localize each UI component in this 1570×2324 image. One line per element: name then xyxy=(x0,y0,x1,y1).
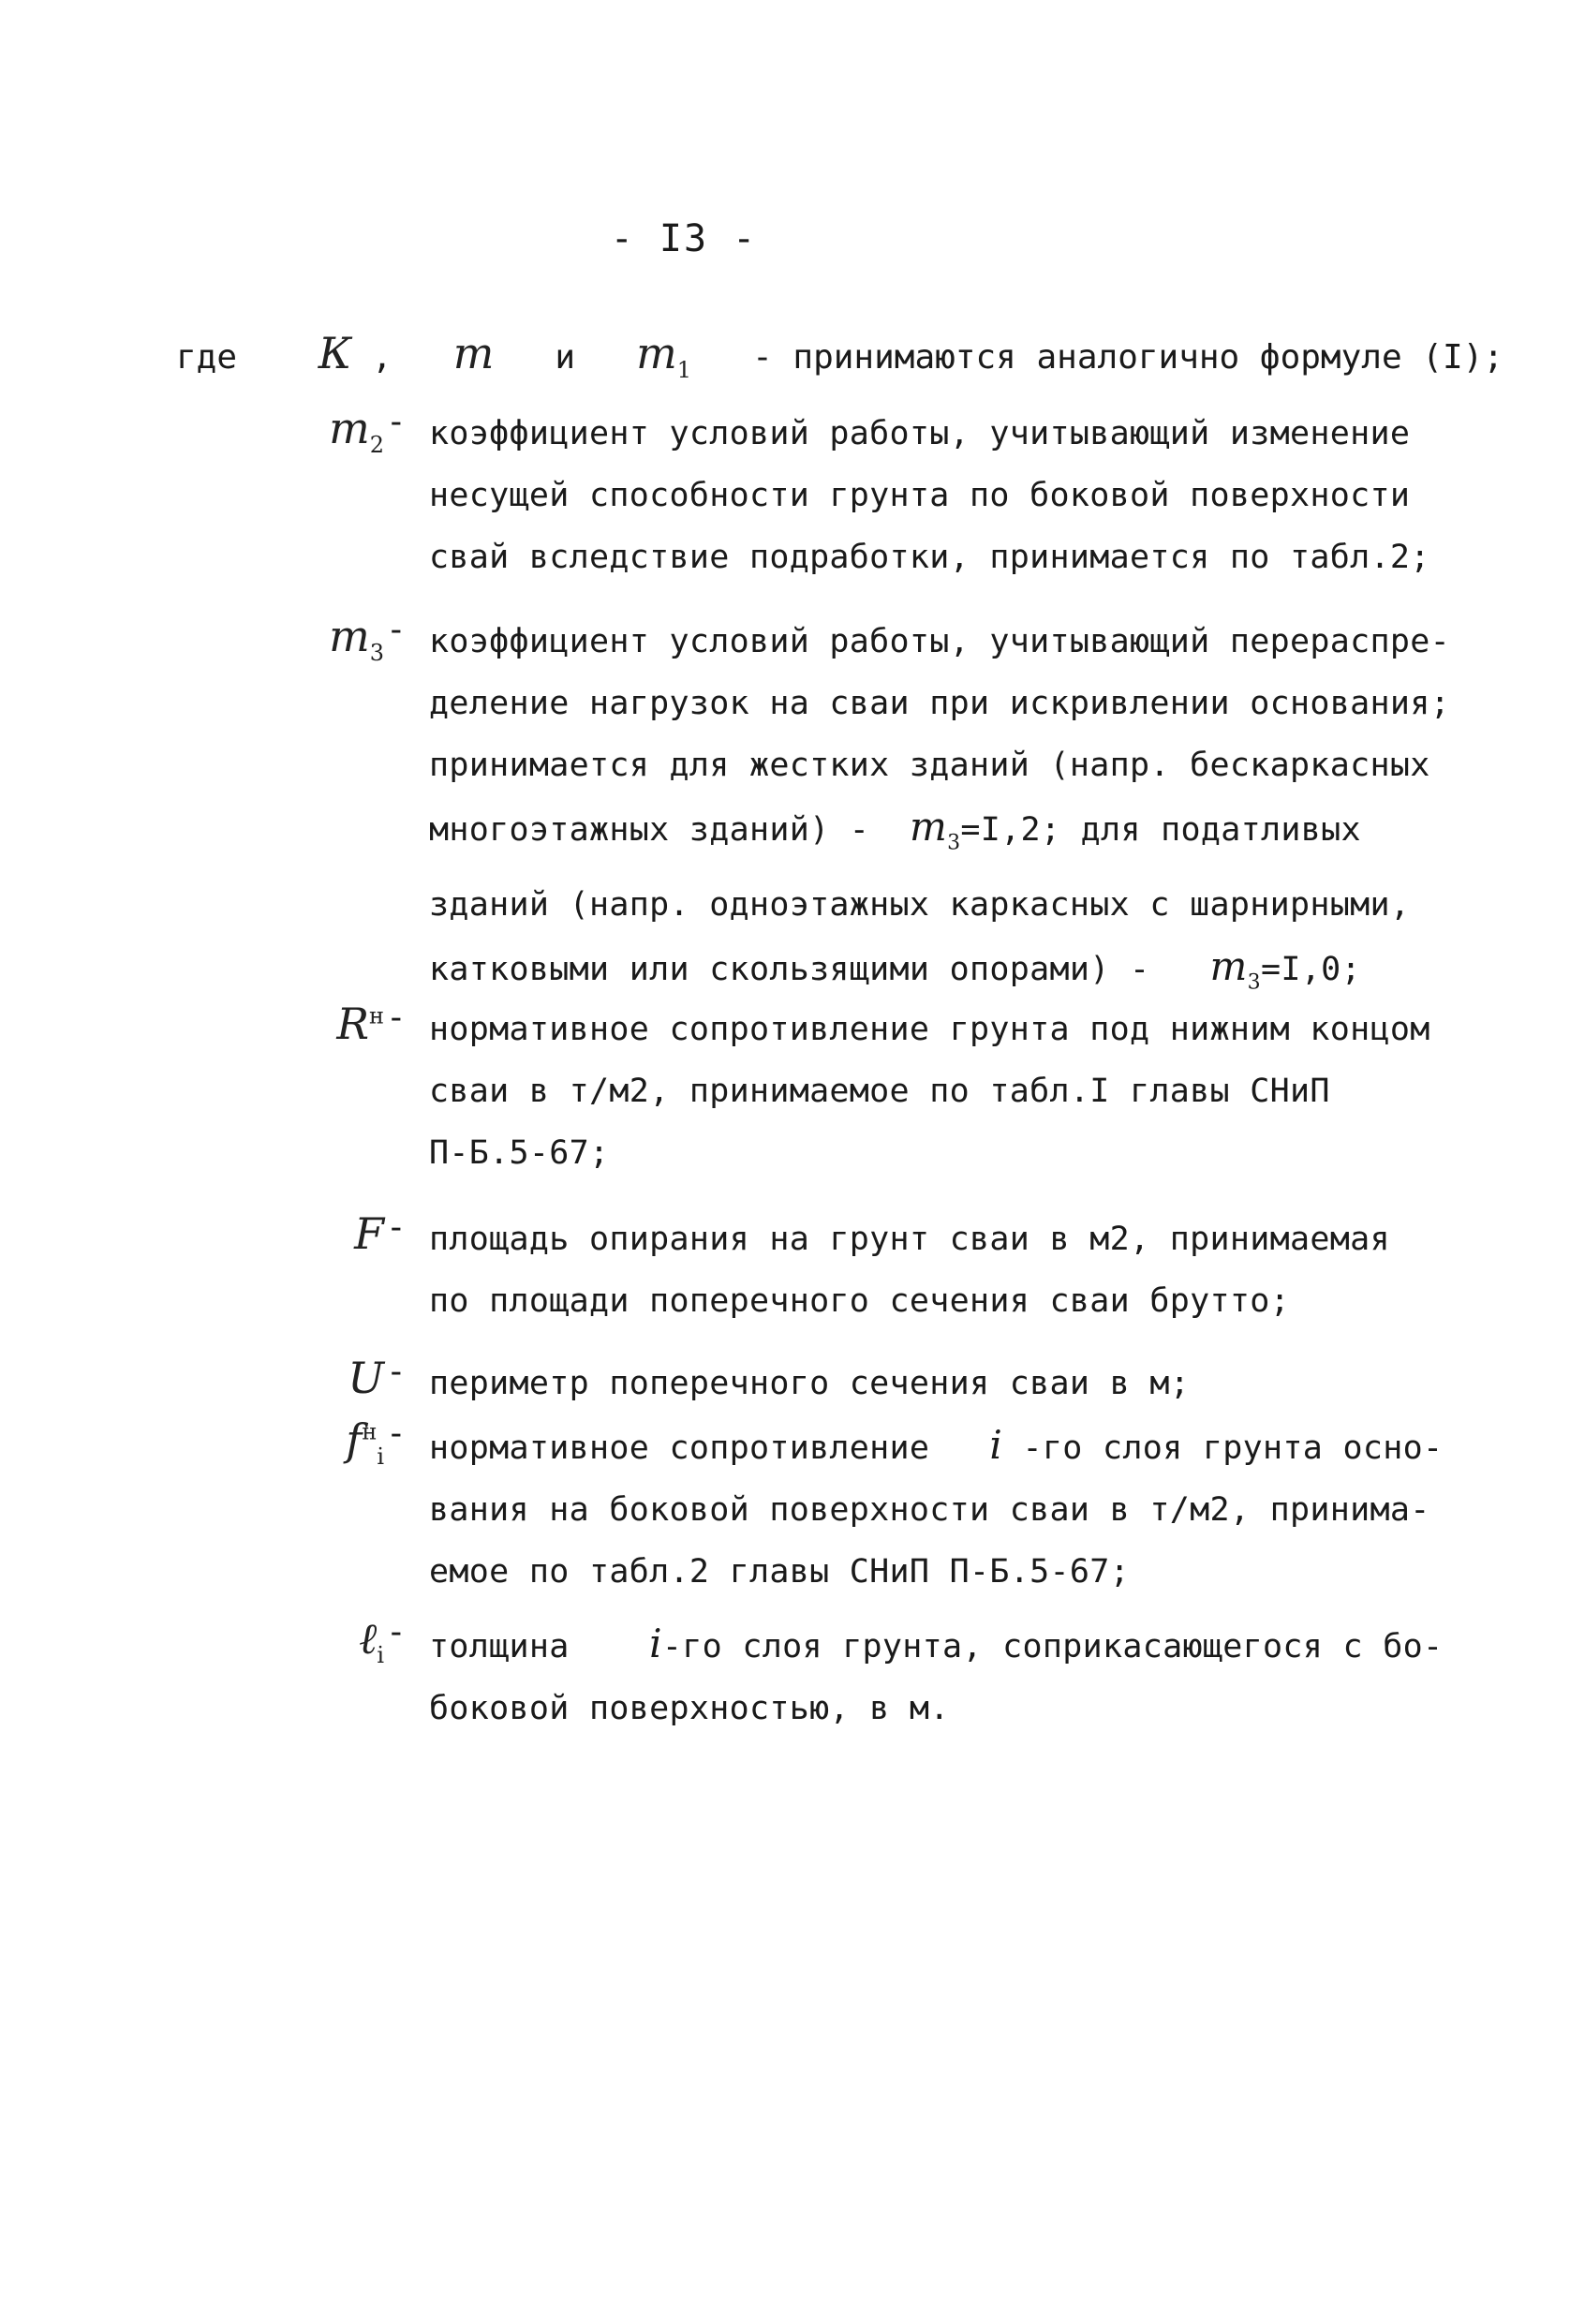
symbol-k: К xyxy=(318,328,352,378)
label-u: U xyxy=(348,1353,384,1403)
intro-lead: где xyxy=(176,338,238,377)
label-m3: $m_3$ xyxy=(329,611,384,667)
label-li: ℓ$_i$ xyxy=(359,1613,384,1669)
symbol-m1: $m_1$ xyxy=(636,328,692,384)
symbol-m3-inline: $m_3$ xyxy=(1209,943,1261,995)
symbol-i-inline: i xyxy=(649,1621,662,1666)
symbol-m3-inline: $m_3$ xyxy=(909,804,961,855)
definition-text: толщина i-го слоя грунта, соприкасающегося с бо- боковой поверхностью, в м. xyxy=(429,1621,1444,1727)
definition-text: коэффициент условий работы, учитывающий перераспре- деление нагрузок на сваи при искривлении основания; принимается для жестких зданий (напр. бескаркасных многоэтажных зданий) - $m_3=I,2$; для податливых зданий (напр. одноэтажных каркасных с шарнирными, катковыми или скользящими опорами) - $m_3=I,0$; xyxy=(429,623,1450,995)
intro-line xyxy=(176,328,1503,383)
definition-text: коэффициент условий работы, учитывающий изменение несущей способности грунта по боковой поверхности свай вследствие подработки, принимается по табл.2; xyxy=(429,415,1430,576)
definition-text: нормативное сопротивление грунта под нижним концом сваи в т/м2, принимаемое по табл.I главы СНиП П-Б.5-67; xyxy=(429,1011,1430,1172)
label-f: F xyxy=(354,1208,384,1259)
label-fi: $f^н_i$ xyxy=(346,1414,384,1471)
page-number: - I3 - xyxy=(610,217,758,260)
definition-text: нормативное сопротивление i -го слоя грунта осно- вания на боковой поверхности сваи в т/м2, принима- емое по табл.2 главы СНиП П-Б.5-67; xyxy=(429,1422,1444,1591)
label-rn: $R^н$ xyxy=(336,999,384,1049)
definition-text: площадь опирания на грунт сваи в м2, принимаемая по площади поперечного сечения сваи брутто; xyxy=(429,1221,1390,1320)
intro-text: - принимаются аналогично формуле (I); xyxy=(752,338,1503,377)
label-m2: $m_2$ xyxy=(329,403,384,459)
intro-separator: , xyxy=(372,338,392,377)
symbol-m: m xyxy=(452,328,495,378)
intro-and: и xyxy=(555,338,576,377)
symbol-i-inline: i xyxy=(989,1422,1003,1468)
definition-text: периметр поперечного сечения сваи в м; xyxy=(429,1365,1191,1402)
